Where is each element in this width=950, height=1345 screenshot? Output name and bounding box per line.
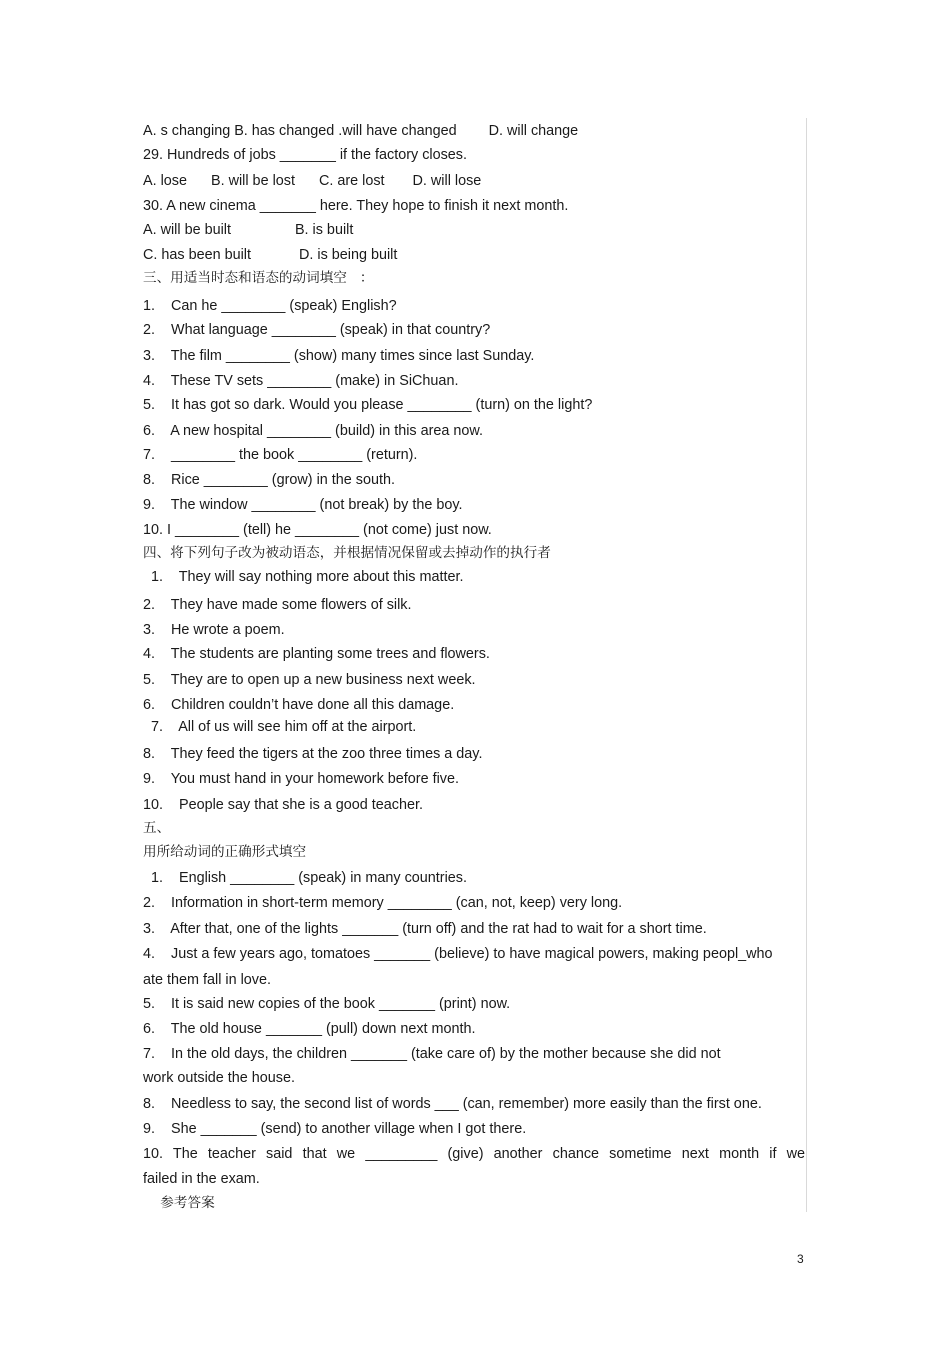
s4-item-8: 8. They feed the tigers at the zoo three times a day. [143, 746, 483, 762]
s3-item-10: 10. I ________ (tell) he ________ (not come) just now. [143, 522, 492, 538]
q30-options-ab: A. will be built B. is built [143, 222, 354, 238]
s4-item-2: 2. They have made some flowers of silk. [143, 597, 412, 613]
s3-item-8: 8. Rice ________ (grow) in the south. [143, 472, 395, 488]
s4-item-3: 3. He wrote a poem. [143, 622, 285, 638]
section-5-heading: 用所给动词的正确形式填空 [143, 844, 307, 860]
s5-item-4-cont: ate them fall in love. [143, 972, 271, 988]
s5-item-2: 2. Information in short-term memory ________ (can, not, keep) very long. [143, 895, 623, 911]
s5-item-7: 7. In the old days, the children _______ (take care of) by the mother because she did not [143, 1046, 721, 1062]
s5-item-9: 9. She _______ (send) to another village when I got there. [143, 1121, 527, 1137]
s5-item-3: 3. After that, one of the lights _______ (turn off) and the rat had to wait for a short time. [143, 921, 707, 937]
q30-options-cd: C. has been built D. is being built [143, 247, 398, 263]
right-margin-rule [806, 118, 807, 1212]
s5-item-6: 6. The old house _______ (pull) down next month. [143, 1021, 476, 1037]
q28-options: A. s changing B. has changed .will have changed D. will change [143, 123, 579, 139]
s5-item-4: 4. Just a few years ago, tomatoes _______ (believe) to have magical powers, making peopl_who [143, 946, 773, 962]
q29-question: 29. Hundreds of jobs _______ if the factory closes. [143, 147, 467, 163]
s4-item-10: 10. People say that she is a good teacher. [143, 797, 424, 813]
s3-item-1: 1. Can he ________ (speak) English? [143, 298, 397, 314]
section-5-number: 五、 [143, 820, 171, 836]
s4-item-4: 4. The students are planting some trees and flowers. [143, 646, 490, 662]
q29-options: A. lose B. will be lost C. are lost D. will lose [143, 173, 482, 189]
s5-item-1: 1. English ________ (speak) in many countries. [143, 870, 467, 886]
s5-item-5: 5. It is said new copies of the book _______ (print) now. [143, 996, 511, 1012]
answer-key-heading: 参考答案 [143, 1195, 215, 1211]
s4-item-1: 1. They will say nothing more about this matter. [143, 569, 464, 585]
s5-item-10: 10. The teacher said that we _________ (give) another chance sometime next month if we [143, 1146, 805, 1162]
s3-item-4: 4. These TV sets ________ (make) in SiChuan. [143, 373, 459, 389]
s4-item-9: 9. You must hand in your homework before five. [143, 771, 459, 787]
s3-item-7: 7. ________ the book ________ (return). [143, 447, 418, 463]
section-3-heading: 三、用适当时态和语态的动词填空 ： [143, 270, 374, 286]
s3-item-6: 6. A new hospital ________ (build) in this area now. [143, 423, 484, 439]
s5-item-8: 8. Needless to say, the second list of words ___ (can, remember) more easily than the first one. [143, 1096, 762, 1112]
s3-item-5: 5. It has got so dark. Would you please ________ (turn) on the light? [143, 397, 593, 413]
s4-item-5: 5. They are to open up a new business next week. [143, 672, 476, 688]
s3-item-9: 9. The window ________ (not break) by the boy. [143, 497, 463, 513]
page-number: 3 [797, 1252, 804, 1266]
s3-item-2: 2. What language ________ (speak) in that country? [143, 322, 491, 338]
s5-item-10-cont: failed in the exam. [143, 1171, 260, 1187]
s5-item-7-cont: work outside the house. [143, 1070, 295, 1086]
section-4-heading: 四、将下列句子改为被动语态，并根据情况保留或去掉动作的执行者 [143, 545, 551, 561]
s3-item-3: 3. The film ________ (show) many times since last Sunday. [143, 348, 535, 364]
q30-question: 30. A new cinema _______ here. They hope to finish it next month. [143, 198, 569, 214]
s4-item-6: 6. Children couldn’t have done all this damage. [143, 697, 455, 713]
s4-item-7: 7. All of us will see him off at the airport. [143, 719, 417, 735]
